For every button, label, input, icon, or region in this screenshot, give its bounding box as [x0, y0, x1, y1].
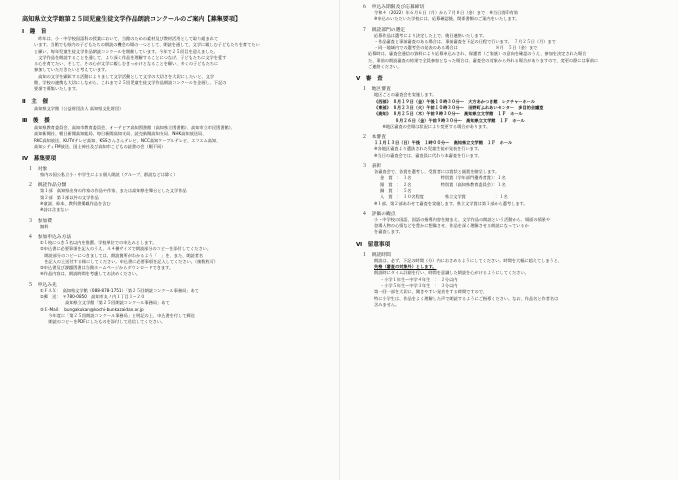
section-support-heading: Ⅲ 後 援 [22, 117, 50, 124]
text-line: 応募作品は選考により決定した上で、後日連絡いたします。 [374, 32, 487, 38]
mail-line: ②郵 送： 〒780-0850 高知市丸ノ内１丁目１−２０ [40, 294, 145, 300]
text-line: 朗読は、必ず、下記の時間（分）内におさめるようにしてください。時間を大幅に超えてしまうと、 [374, 257, 563, 263]
text-line: ・作品審査と事前審査のある場合は、事前審査を下記の日程で行います。 ７月２５日（月）まで [374, 38, 556, 44]
text-line: 県内の国公私立小・中学生による個人朗読（グループ、群読などは除く） [40, 172, 178, 178]
text-line: 第２部 第１部以外の文学作品 [40, 194, 99, 200]
text-line: 第一回一部を大切に、聞きやすい発音をする時間ですので、 [374, 289, 487, 295]
award-line: 入 賞 ： １０名程度 県立文学賞 ：１名 [380, 194, 508, 200]
text-line: ・同一地域内での選考会の発表のある場合は ８月 ５日（金）まで [374, 45, 538, 51]
venue-kochi-1: 《高知》 ８月２５日（木）午前９時３０分～ 高知県立文学館 １Ｆ ホール [374, 111, 523, 117]
target-heading: １ 対象 [28, 167, 48, 173]
time-limit-line: ・小学５年生～中学３年生 ： ３分以内 [380, 282, 458, 288]
text-line: ①１校につき５名以内を推薦。学校単位での申込みとします。 [40, 239, 157, 245]
text-line: 朗読のコピーをPDFにしたものを添付して送信してください。 [40, 319, 166, 325]
text-line: 令和４（2022）年６月６日（月）から７月８日（金）まで ※当日消印有効 [374, 10, 518, 15]
fold-line [339, 0, 340, 480]
reading-time-heading: １ 朗読時間 [362, 252, 391, 258]
left-column [22, 14, 322, 476]
text-line: 昨年は、小・中学校国語科の授業において、当館のための素材及び教材活用として取り組まれて [34, 36, 219, 41]
award-line: 銅 賞 ： ５名 [380, 187, 412, 193]
section-purpose-heading: Ⅰ 趣 旨 [22, 29, 47, 35]
text-line: 館、学校の連携も大切にしながら、これまで２５回児童生徒文学作品朗読コンクールを企画し、下記の [34, 80, 227, 86]
text-line: 応募時は、審査会通信の資料により応募申込みされ、保護者（ご家族）の意向を確認のうえ、参加を決定された場合 [368, 51, 587, 57]
text-line: ※申込みいただいた学校には、応募確認後、関係書類のご案内をいたします。 [374, 16, 520, 22]
text-line: 文学作品を朗読することを通して、より深く作品を理解することにつなげ、子どもたちに文学を愛す [34, 54, 227, 60]
section-organizer-heading: Ⅱ 主 催 [22, 98, 49, 105]
text-line: 高知県立文学館「第２５回朗読コンクール事務局」あて [40, 300, 170, 306]
application-heading: ４ 参加申込み方法 [28, 234, 72, 240]
venue-kochi-2: ８月２６日（金）午前９時３０分～ 高知県立文学館 １Ｆ ホール [374, 117, 525, 123]
text-line: 朗読時にタイム計測を行い、時間を意識した朗読を心がけるようにしてください。 [374, 270, 529, 276]
text-line: 要項で募集いたします。 [34, 86, 80, 92]
venue-west: 《西部》 ８月１９日（金）午後１０時３０分～ 大方あかつき館 レクチャーホール [374, 98, 535, 104]
time-limit-line: ・小学１年生～中学４年生 ： ２分以内 [380, 276, 458, 282]
text-line: 地区ごとの審査会を実施します。 [374, 92, 437, 98]
fee-heading: ３ 参加費 [28, 218, 52, 224]
text-line: る心を育てたい、そして、その心が文学に親しむきっかけとなることを願い、多くの子どもたちに [34, 61, 219, 67]
text-line: ※当日の審査会では、審査員に代わり本審査を行います。 [374, 152, 482, 158]
text-line: 各審査会で、各賞を選考し、受賞者には賞状と副賞を贈呈します。 [374, 169, 500, 175]
text-line: を記入の上送付する様にしてください。申込書に必要事項を記入してください。（複数枚可） [40, 258, 218, 264]
text-line: ※１部、第２部あわせて審査を実施します。県立文学賞は第１部から選考します。 [374, 200, 528, 206]
section-judging-heading: Ⅴ 審 査 [356, 76, 383, 83]
text-line: 高知県教育委員会、高知市教育委員会、オーテピア高知図書館（高知県立図書館）、高知市立市民図書館）、 [34, 124, 236, 130]
selection-heading: ７ 朗読部門の選定 [362, 27, 406, 33]
section-purpose-body [22, 36, 322, 93]
fax-line: ①ＦＡＸ： 高知県文学館（088-878-1751）「第２５回朗読コンクール事務局」あて [40, 287, 199, 293]
text-line: と願い、毎年児童生徒文学作品朗読コンクールを開催しています。今年で２５回目を迎えました。 [34, 48, 218, 54]
right-column [356, 3, 672, 465]
criteria-heading: ４ 評価の観点 [362, 211, 396, 217]
text-line: を審査します。 [374, 229, 403, 235]
venue-note: ※地区審査の会場は状況により変更する場合があります。 [374, 123, 491, 129]
text-line: 特に小学生は、作品をよく理解した声で朗読するようにご指導ください。なお、作品名と作者名は [374, 295, 559, 301]
text-line: 小・中学校の国語、国語の指導内容を踏まえ、文学作品の朗読という活動から、場面の情景や [374, 216, 551, 222]
text-line: ②申込書に必要事項を記入のうえ、Ａ４横サイズで朗読部分のコピーを添付してください。 [40, 246, 212, 252]
award-line: 銀 賞 ： ２名 特別賞（高知県教育委員会）：１名 [380, 181, 506, 187]
submit-to-heading: ５ 申込み先 [28, 282, 57, 288]
category-heading: ２ 朗読作品分類 [28, 183, 67, 189]
email-line: ③Ｅ-Mail： bungakukan@kochi-bunkazaidan.or.jp [40, 306, 144, 312]
text-line: ※詩は含まない [40, 207, 69, 213]
text-line: た、事前の朗読審査の結果で全員参加となった場合は、審査会の対象から外れる場合がありますので、変更の際には事前に [368, 57, 599, 63]
venue-east: 《東部》 ８月２３日（火）午前１０時３０分～ 田野町ふれあいセンター 多目的会議室 [374, 104, 544, 110]
text-line: 高知の文学を顕彰する活動によりまして文学活動として文学の大切さを大切にしたいと、文学 [34, 73, 215, 79]
deadline-heading: ６ 申込み期限及び応募締切 [362, 5, 425, 10]
text-line: 登場人物の心情などを豊かに想像させ、作品を深く理解させる朗読になっているか [374, 223, 529, 229]
text-line: ※童謡、絵本、教科書掲載作品を含む [40, 201, 111, 207]
text-line: 含みません。 [374, 301, 400, 307]
final-judging-heading: ２ 本審査 [362, 135, 386, 141]
awards-heading: ３ 表彰 [362, 164, 382, 170]
organizer-text: 高知県文学館（公益財団法人 高知県文化財団） [34, 105, 124, 111]
text-line: 高知新聞社、朝日新聞高知総局、毎日新聞高知支局、読売新聞高知支局、NHK高知放送局、 [34, 131, 207, 137]
award-line: 金 賞 ： １名 特別賞（学年部門優秀者賞）：１名 [380, 175, 506, 181]
regional-judging-heading: １ 地区審査 [362, 87, 391, 93]
document-title: 高知県立文学館第２５回児童生徒文学作品朗読コンクールのご案内【募集要項】 [22, 16, 241, 23]
section-notes-heading: Ⅵ 留意事項 [356, 241, 391, 248]
text-line: ※各地区審査より選抜された児童生徒が発表を行います。 [374, 146, 482, 152]
text-line: 第１部 高知県出身の作家の作品や作家、または高知県を舞台とした文学作品 [40, 188, 187, 194]
text-line: 高知シティFM放送、国土神社及び高知市こどもの読書の会（順不同） [34, 143, 166, 149]
final-date: １１月１３日（日）午後 １時００分～ 高知県立文学館 １Ｆ ホール [374, 140, 513, 146]
section-guidelines-heading: Ⅳ 募集要項 [22, 156, 57, 163]
disqualification-note: 失格（審査の対象外）とします。 [374, 264, 437, 270]
text-line: 朗読部分のコピーにつきましては、朗読箇所がわかるよう「 」を、また、朗読者名 [40, 252, 204, 258]
text-line: ④作品内容は、朗読時間を考慮してお決めください。 [40, 271, 141, 277]
text-line: ご連絡ください。 [368, 64, 402, 70]
text-line: 参加していただきたいと考えています。 [34, 67, 110, 73]
text-line: RKC高知放送、KUTVテレビ高知、KSSさんさんテレビ、NCC高知ケーブルテレビ、エフエム高知、 [34, 137, 221, 143]
text-line: 今年度に「第２５回朗読コンクール事務局」と明記の上、申込書を付して郵送 [40, 312, 195, 318]
text-line: 無料 [40, 223, 49, 229]
text-line: ③申込書及び課題図書は当館ホームページからダウンロードできます。 [40, 265, 174, 271]
text-line: います。当館でも県内の子どもたちの朗読の機会の場の一つとして、朗読を通して、文学に親しむ子どもたちを育てたい [34, 42, 260, 48]
